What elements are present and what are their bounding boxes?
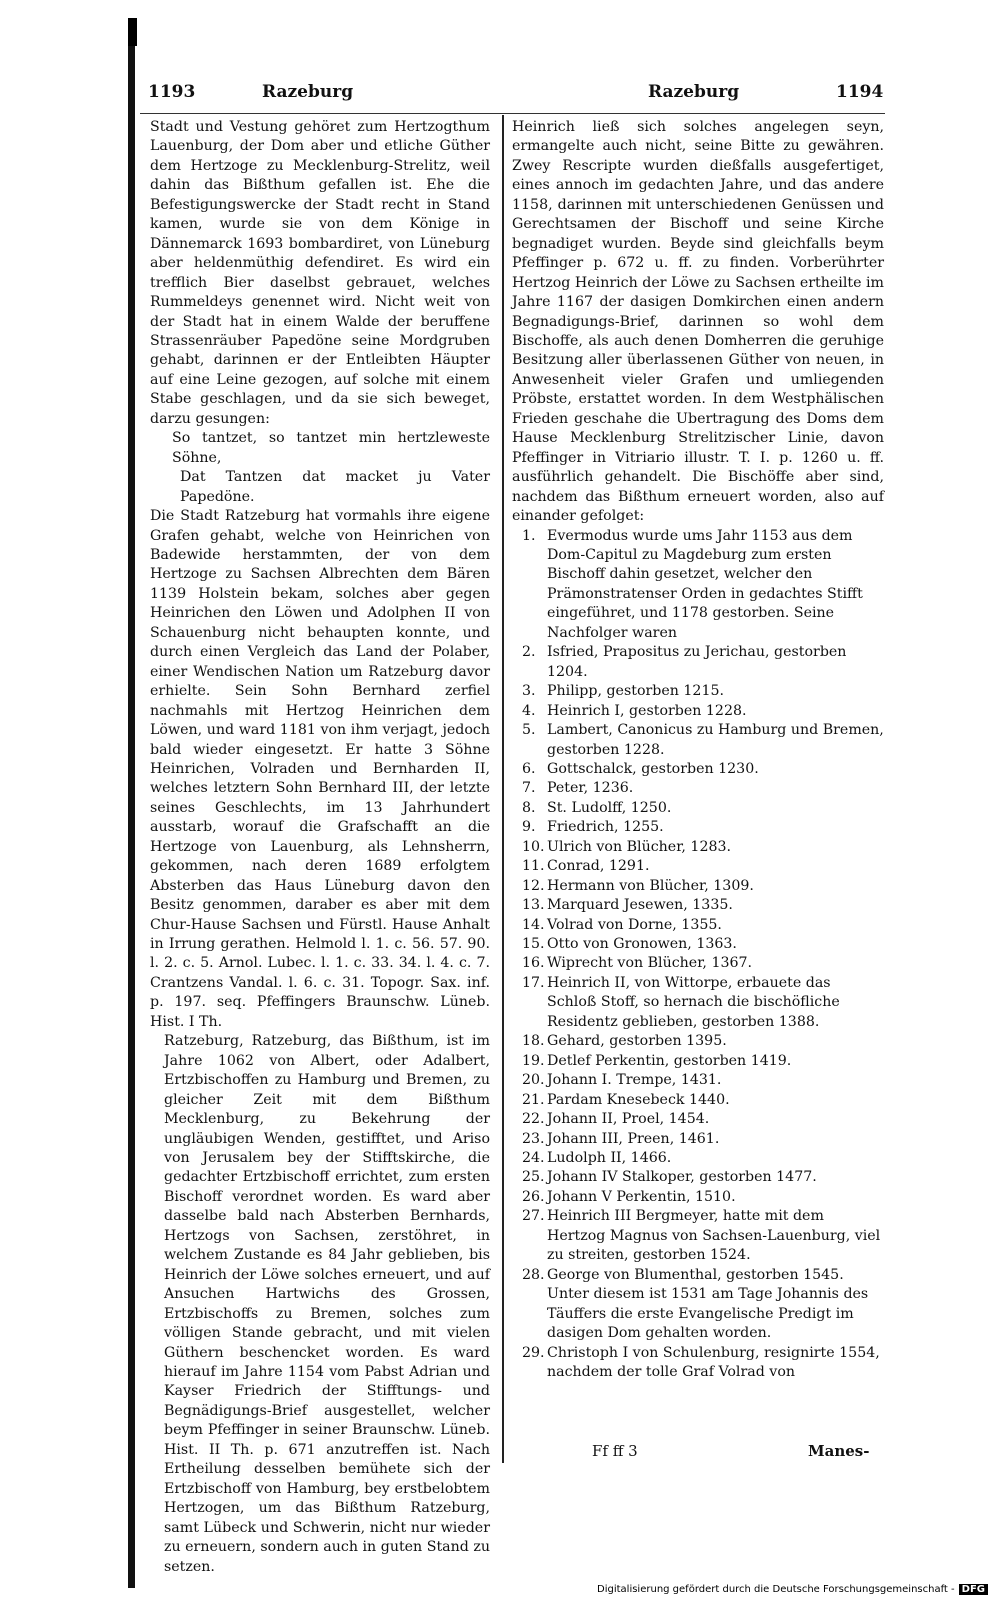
bishop-entry — [512, 838, 884, 857]
bishop-entry — [512, 1188, 884, 1207]
bishop-entry — [512, 1091, 884, 1110]
bishop-entry — [512, 1052, 884, 1071]
bishop-number: 1. — [522, 527, 536, 544]
verse-line-2: Dat Tantzen dat macket ju Vater Papedöne. — [180, 469, 490, 505]
bishop-text: Lambert, Canonicus zu Hamburg und Bremen, gestorben 1228. — [547, 722, 884, 758]
bishop-number: 16. — [522, 955, 545, 972]
bishop-text: Pardam Knesebeck 1440. — [547, 1091, 730, 1108]
bishop-text: Otto von Gronowen, 1363. — [547, 936, 737, 953]
bishop-text: George von Blumenthal, gestorben 1545. Unter diesem ist 1531 am Tage Johannis des Täuffers die erste Evangelische Predigt im dasigen Dom gehalten worden. — [547, 1266, 869, 1342]
bishop-number: 7. — [522, 780, 536, 797]
bishop-number: 13. — [522, 897, 545, 914]
bishop-text: Gehard, gestorben 1395. — [547, 1033, 727, 1050]
left-page-number: 1193 — [148, 82, 196, 102]
bishop-entry — [512, 643, 884, 682]
bishop-entry — [512, 721, 884, 760]
bishop-number: 24. — [522, 1150, 545, 1167]
bishop-text: Johann IV Stalkoper, gestorben 1477. — [547, 1169, 817, 1186]
bishop-number: 2. — [522, 644, 536, 661]
bishop-text: Heinrich I, gestorben 1228. — [547, 702, 747, 719]
bishop-number: 20. — [522, 1072, 545, 1089]
left-paragraph-1: Stadt und Vestung gehöret zum Hertzogthum Lauenburg, der Dom aber und etliche Güther dem Hertzoge zu Mecklenburg-Strelitz, weil dahin das Bißthum gefallen ist. Ehe die Befestigungswercke der Stadt recht in Stand kamen, wurde sie von dem Könige in Dännemarck 1693 bombardiret, von Lüneburg aber heldenmüthig defendiret. Es wird ein trefflich Bier daselbst gebrauet, welches Rummeldeys genennet wird. Nicht weit von der Stadt hat in einem Walde der beruffene Strassenräuber Papedöne seine Mordgruben gehabt, darinnen er der Entleibten Häupter auf eine Leine gezogen, auf solche mit einem Stabe geschlagen, und da sie sich beweget, darzu gesungen: — [150, 119, 490, 427]
bishop-entry — [512, 1207, 884, 1265]
bishop-entry — [512, 760, 884, 779]
bishop-text: Evermodus wurde ums Jahr 1153 aus dem Dom-Capitul zu Magdeburg zum ersten Bischoff dahin gesetzet, welcher den Prämonstratenser Orden in gedachtes Stifft eingeführet, und 1178 gestorben. Seine Nachfolger waren — [547, 527, 863, 641]
bishop-entry — [512, 857, 884, 876]
left-paragraph-2: Die Stadt Ratzeburg hat vormahls ihre eigene Grafen gehabt, welche von Heinrichen von Badewide herstammten, der von dem Hertzoge zu Sachsen Albrechten dem Bären 1139 Holstein bekam, solches aber gegen Heinrichen den Löwen und Adolphen II von Schauenburg nicht behaupten konnte, und durch einen Vergleich das Land der Polaber, einer Wendischen Nation um Ratzeburg davor erhielte. Sein Sohn Bernhard zerfiel nachmahls mit Hertzog Heinrichen dem Löwen, und ward 1181 von ihm verjagt, jedoch bald wieder eingesetzt. Er hatte 3 Söhne Heinrichen, Volraden und Bernharden II, welches letztern Sohn Bernhard III, der letzte seines Geschlechts, im 13 Jahrhundert ausstarb, worauf die Grafschafft an die Hertzoge von Lauenburg, als Lehnsherrn, gekommen, nach deren 1689 erfolgtem Absterben das Haus Lüneburg davon den Besitz genommen, daraber es aber mit dem Chur-Hause Sachsen und Fürstl. Hause Anhalt in Irrung gerathen. Helmold l. 1. c. 56. 57. 90. l. 2. c. 5. Arnol. Lubec. l. 1. c. 33. 34. l. 4. c. 7. Crantzens Vandal. l. 6. c. 31. Topogr. Sax. inf. p. 197. seq. Pfeffingers Braunschw. Lüneb. Hist. I Th. — [150, 508, 490, 1030]
bishop-list — [512, 527, 884, 1383]
bishop-text: Detlef Perkentin, gestorben 1419. — [547, 1052, 792, 1069]
signature-mark: Ff ff 3 — [592, 1442, 638, 1460]
right-paragraph-1: Heinrich ließ sich solches angelegen seyn, ermangelte auch nicht, seine Bitte zu gewähren. Zwey Rescripte wurden dießfalls ausgefertiget, eines annoch im gedachten Jahre, und das andere 1158, darinnen mit unterschiedenen Genüssen und Gerechtsamen der Bischoff und seine Kirche begnadiget wurden. Beyde sind gleichfalls beym Pfeffinger p. 672 u. ff. zu finden. Vorberührter Hertzog Heinrich der Löwe zu Sachsen ertheilte im Jahre 1167 der dasigen Domkirchen einen andern Begnadigungs-Brief, darinnen so wohl dem Bischoffe, als auch denen Domherren die geruhige Besitzung aller überlassenen Güther von neuen, in Anwesenheit vieler Grafen und umliegenden Pröbste, erstattet worden. In dem Westphälischen Frieden geschahe die Ubertragung des Doms dem Hause Mecklenburg Strelitzischer Linie, davon Pfeffinger in Vitriario illustr. T. I. p. 1260 u. ff. ausführlich gehandelt. Die Bischöffe aber sind, nachdem das Bißthum erneuert worden, also auf einander gefolget: — [512, 119, 884, 525]
bishop-text: Johann I. Trempe, 1431. — [547, 1072, 722, 1089]
bishop-number: 29. — [522, 1344, 545, 1361]
dfg-logo: DFG — [959, 1584, 988, 1595]
bishop-number: 26. — [522, 1188, 545, 1205]
bishop-entry — [512, 1071, 884, 1090]
bishop-entry — [512, 682, 884, 701]
bishop-entry — [512, 1149, 884, 1168]
bishop-number: 4. — [522, 702, 536, 719]
bishop-entry — [512, 702, 884, 721]
bishop-text: Christoph I von Schulenburg, resignirte 1554, nachdem der tolle Graf Volrad von — [547, 1344, 880, 1380]
bishop-number: 18. — [522, 1033, 545, 1050]
bishop-number: 6. — [522, 760, 536, 777]
digitization-note: Digitalisierung gefördert durch die Deutsche Forschungsgemeinschaft - — [597, 1584, 955, 1595]
bishop-number: 17. — [522, 974, 545, 991]
bishop-number: 23. — [522, 1130, 545, 1147]
right-page-number: 1194 — [836, 82, 884, 102]
header-rule — [140, 113, 885, 114]
bishop-text: Heinrich III Bergmeyer, hatte mit dem Hertzog Magnus von Sachsen-Lauenburg, viel zu streiten, gestorben 1524. — [547, 1208, 881, 1264]
bishop-number: 8. — [522, 799, 536, 816]
bishop-number: 15. — [522, 936, 545, 953]
bishop-text: Marquard Jesewen, 1335. — [547, 897, 733, 914]
bishop-entry — [512, 877, 884, 896]
bishop-number: 21. — [522, 1091, 545, 1108]
bishop-number: 22. — [522, 1111, 545, 1128]
bishop-text: Heinrich II, von Wittorpe, erbauete das Schloß Stoff, so hernach die bischöfliche Residentz geblieben, gestorben 1388. — [547, 974, 840, 1030]
bishop-entry — [512, 1344, 884, 1383]
bishop-entry — [512, 818, 884, 837]
bishop-entry — [512, 799, 884, 818]
bishop-entry — [512, 1032, 884, 1051]
verse-line-1: So tantzet, so tantzet min hertzleweste Söhne, — [172, 430, 490, 466]
bishop-number: 9. — [522, 819, 536, 836]
bishop-number: 27. — [522, 1208, 545, 1225]
left-column — [150, 118, 490, 1577]
bishop-entry — [512, 916, 884, 935]
bishop-entry — [512, 974, 884, 1032]
bishop-text: Ludolph II, 1466. — [547, 1150, 672, 1167]
bishop-entry — [512, 1266, 884, 1344]
bishop-text: Conrad, 1291. — [547, 858, 650, 875]
bishop-number: 19. — [522, 1052, 545, 1069]
bishop-text: Hermann von Blücher, 1309. — [547, 877, 754, 894]
bishop-entry — [512, 1168, 884, 1187]
bishop-text: Johann II, Proel, 1454. — [547, 1111, 710, 1128]
digitization-footer — [597, 1584, 988, 1595]
bishop-number: 12. — [522, 877, 545, 894]
bishop-number: 5. — [522, 722, 536, 739]
bishop-entry — [512, 779, 884, 798]
bishop-entry — [512, 1110, 884, 1129]
bishop-entry — [512, 1130, 884, 1149]
bishop-entry — [512, 954, 884, 973]
scan-edge-bar — [128, 18, 135, 1588]
bishop-text: Wiprecht von Blücher, 1367. — [547, 955, 753, 972]
bishop-text: Volrad von Dorne, 1355. — [547, 916, 722, 933]
scan-edge-mark — [128, 18, 137, 46]
bishop-text: Friedrich, 1255. — [547, 819, 664, 836]
bishop-entry — [512, 527, 884, 644]
column-divider — [502, 115, 504, 1463]
left-paragraph-3: Ratzeburg, Ratzeburg, das Bißthum, ist im Jahre 1062 von Albert, oder Adalbert, Ertzbischoffen zu Hamburg und Bremen, zu gleicher Zeit mit dem Bißthum Mecklenburg, zu Bekehrung der ungläubigen Wenden, gestifftet, und Ariso von Jerusalem bey der Stifftskirche, die gedachter Ertzbischoff errichtet, zum ersten Bischoff verordnet worden. Es ward aber dasselbe bald nach Absterben Bernhards, Hertzogs von Sachsen, zerstöhret, in welchem Zustande es 84 Jahr geblieben, bis Heinrich der Löwe solches erneuert, und auf Ansuchen Hartwichs des Grossen, Ertzbischoffs zu Bremen, solches zum völligen Stande gebracht, und mit vielen Güthern beschencket worden. Es ward hierauf im Jahre 1154 vom Pabst Adrian und Kayser Friedrich der Stifftungs- und Begnädigungs-Brief ausgestellet, welcher beym Pfeffinger in seiner Braunschw. Lüneb. Hist. II Th. p. 671 anzutreffen ist. Nach Ertheilung desselben bemühete sich der Ertzbischoff von Hamburg, bey erstbelobtem Hertzogen, um das Bißthum Ratzeburg, samt Lübeck und Schwerin, nicht nur wieder zu erneuern, sondern auch in guten Stand zu setzen. — [164, 1033, 490, 1575]
bishop-number: 10. — [522, 838, 545, 855]
bishop-entry — [512, 935, 884, 954]
bishop-text: Johann V Perkentin, 1510. — [547, 1188, 736, 1205]
bishop-number: 14. — [522, 916, 545, 933]
bishop-number: 25. — [522, 1169, 545, 1186]
bishop-number: 11. — [522, 858, 545, 875]
bishop-text: Philipp, gestorben 1215. — [547, 683, 725, 700]
catchword: Manes- — [808, 1442, 870, 1460]
left-running-title: Razeburg — [262, 82, 354, 102]
bishop-text: Johann III, Preen, 1461. — [547, 1130, 720, 1147]
bishop-entry — [512, 896, 884, 915]
bishop-text: Gottschalck, gestorben 1230. — [547, 760, 759, 777]
bishop-text: Peter, 1236. — [547, 780, 634, 797]
bishop-text: Isfried, Prapositus zu Jerichau, gestorben 1204. — [547, 644, 847, 680]
bishop-number: 28. — [522, 1266, 545, 1283]
bishop-text: St. Ludolff, 1250. — [547, 799, 672, 816]
bishop-text: Ulrich von Blücher, 1283. — [547, 838, 732, 855]
bishop-number: 3. — [522, 683, 536, 700]
right-running-title: Razeburg — [648, 82, 740, 102]
right-column — [512, 118, 884, 1382]
